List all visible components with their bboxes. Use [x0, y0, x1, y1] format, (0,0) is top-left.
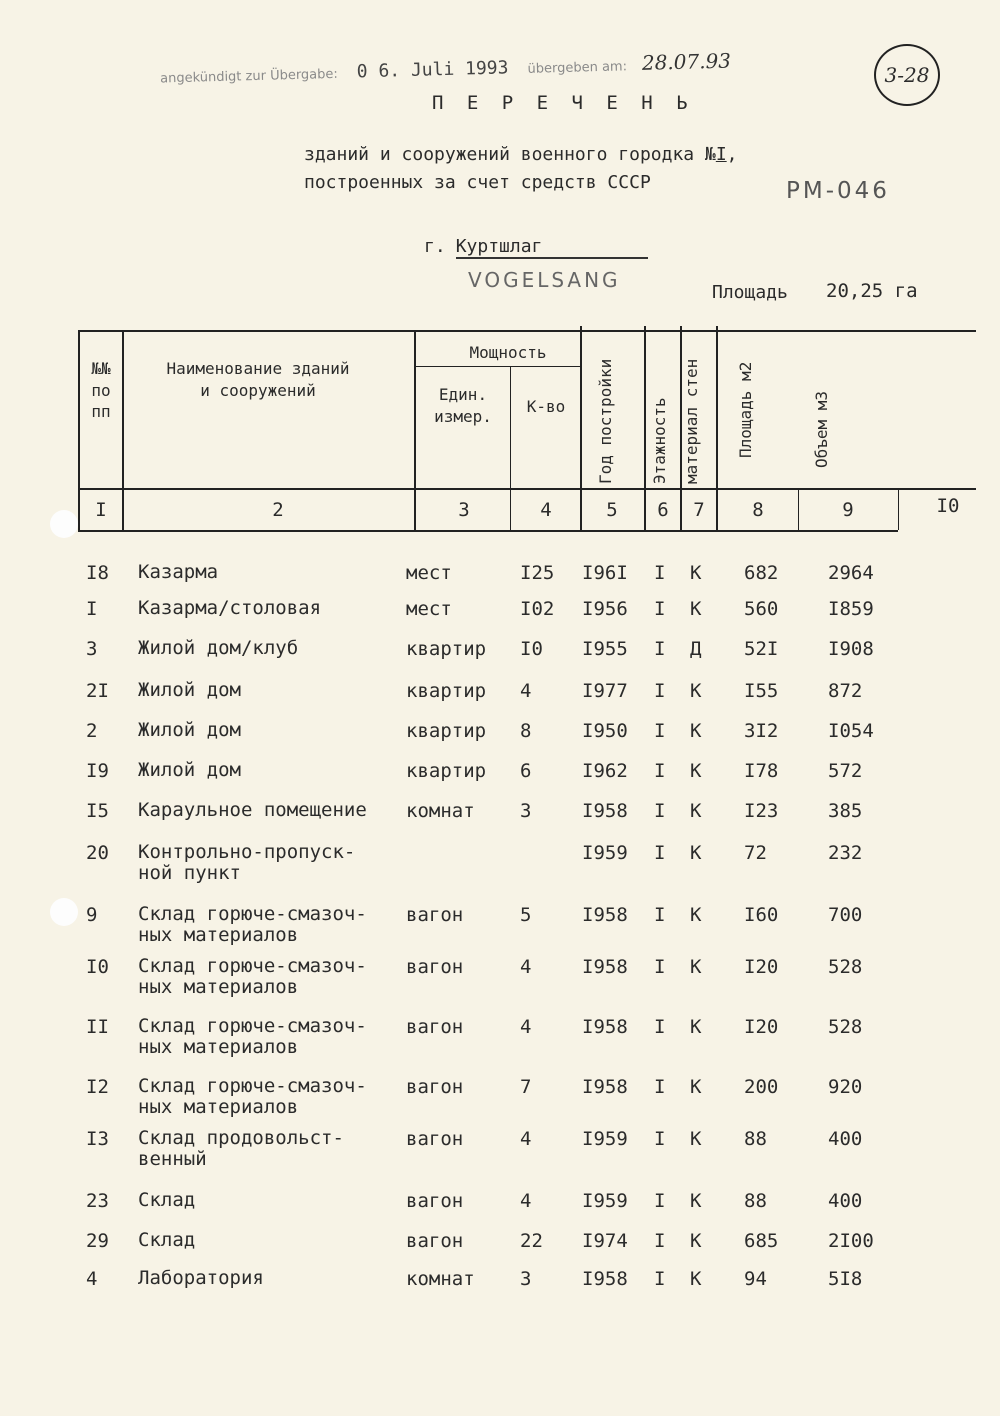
cell-year: I958	[582, 1268, 628, 1290]
cell-no: 2	[86, 720, 98, 742]
cell-qty: I25	[520, 562, 555, 584]
cell-c6: I	[654, 760, 666, 782]
announced-date: 0 6. Juli 1993	[356, 57, 509, 83]
cell-qty: 3	[520, 800, 532, 822]
cell-name: Контрольно-пропуск- ной пункт	[138, 841, 356, 884]
cell-year: I962	[582, 760, 628, 782]
cell-year: I958	[582, 956, 628, 978]
cell-year: I955	[582, 638, 628, 660]
colnum: 9	[842, 499, 854, 521]
vline	[78, 330, 80, 530]
cell-c7: К	[690, 1230, 702, 1252]
cell-no: 29	[86, 1230, 109, 1252]
colnum: I	[95, 499, 107, 521]
cell-unit: вагон	[406, 1190, 464, 1212]
cell-no: 9	[86, 904, 98, 926]
cell-year: I959	[582, 1128, 628, 1150]
cell-year: I958	[582, 1076, 628, 1098]
cell-c7: К	[690, 680, 702, 702]
document-title: П Е Р Е Ч Е Н Ь	[432, 92, 694, 114]
cell-qty: I02	[520, 598, 555, 620]
cell-unit: мест	[406, 598, 452, 620]
cell-c7: К	[690, 598, 702, 620]
cell-year: I977	[582, 680, 628, 702]
subtitle-prefix: зданий и сооружений военного городка №	[304, 144, 716, 165]
cell-qty: 22	[520, 1230, 543, 1252]
cell-no: 2I	[86, 680, 109, 702]
area-label: Площадь	[712, 282, 788, 303]
cell-area: I55	[744, 680, 779, 702]
city-line	[424, 236, 648, 259]
colnum: 7	[693, 499, 705, 521]
cell-volume: 400	[828, 1190, 863, 1212]
cell-name: Склад	[138, 1229, 196, 1251]
colnum: I0	[936, 495, 960, 517]
cell-qty: 4	[520, 1016, 532, 1038]
cell-c6: I	[654, 842, 666, 864]
cell-volume: 528	[828, 1016, 863, 1038]
cell-qty: I0	[520, 638, 543, 660]
cell-name: Склад	[138, 1189, 196, 1211]
cell-no: 4	[86, 1268, 98, 1290]
table-header	[78, 318, 976, 530]
cell-area: I78	[744, 760, 779, 782]
header-name: Наименование зданий и сооружений	[166, 359, 350, 400]
handed-label: übergeben am:	[527, 59, 628, 77]
vline	[510, 366, 511, 530]
cell-unit: комнат	[406, 1268, 475, 1290]
cell-unit: вагон	[406, 1076, 464, 1098]
cell-area: I20	[744, 956, 779, 978]
cell-unit: мест	[406, 562, 452, 584]
cell-year: I958	[582, 904, 628, 926]
cell-c7: К	[690, 904, 702, 926]
cell-name: Склад горюче-смазоч- ных материалов	[138, 955, 367, 998]
cell-c6: I	[654, 1076, 666, 1098]
cell-no: I0	[86, 956, 109, 978]
cell-c6: I	[654, 1128, 666, 1150]
handed-date: 28.07.93	[641, 48, 732, 75]
cell-year: I958	[582, 1016, 628, 1038]
cell-c7: К	[690, 1076, 702, 1098]
header-bottom-line	[78, 530, 898, 532]
header-mid-line	[78, 488, 976, 490]
cell-unit: квартир	[406, 680, 487, 702]
cell-unit: вагон	[406, 1128, 464, 1150]
cell-volume: 528	[828, 956, 863, 978]
colnum: 6	[657, 499, 669, 521]
header-volume: Объем м3	[812, 390, 831, 468]
colnum: 2	[272, 499, 284, 521]
cell-name: Жилой дом/клуб	[138, 637, 299, 659]
cell-name: Склад продовольст- венный	[138, 1127, 344, 1170]
cell-qty: 4	[520, 1128, 532, 1150]
city-name: Куртшлаг	[456, 236, 648, 259]
cell-no: I	[86, 598, 98, 620]
cell-qty: 3	[520, 1268, 532, 1290]
cell-area: I20	[744, 1016, 779, 1038]
cell-c7: К	[690, 800, 702, 822]
cell-c6: I	[654, 598, 666, 620]
handwritten-code: PM-046	[786, 178, 890, 204]
cell-no: 3	[86, 638, 98, 660]
cell-area: 200	[744, 1076, 779, 1098]
vline	[716, 326, 718, 530]
cell-no: 20	[86, 842, 109, 864]
corner-mark-text: 3-28	[884, 63, 930, 87]
cell-volume: 872	[828, 680, 863, 702]
vline	[798, 488, 799, 530]
vline	[414, 330, 416, 530]
capacity-divider	[415, 366, 580, 367]
city-handwritten: VOGELSANG	[468, 268, 621, 292]
cell-c7: К	[690, 720, 702, 742]
vline	[898, 488, 899, 530]
subtitle-line-1: зданий и сооружений военного городка №I,	[304, 144, 738, 165]
announced-label: angekündigt zur Übergabe:	[159, 66, 339, 87]
cell-qty: 7	[520, 1076, 532, 1098]
transfer-stamp	[160, 49, 731, 88]
cell-unit: комнат	[406, 800, 475, 822]
cell-no: I3	[86, 1128, 109, 1150]
cell-area: 72	[744, 842, 767, 864]
cell-qty: 6	[520, 760, 532, 782]
cell-c7: К	[690, 760, 702, 782]
cell-volume: I054	[828, 720, 874, 742]
cell-c6: I	[654, 638, 666, 660]
cell-no: II	[86, 1016, 109, 1038]
cell-c6: I	[654, 800, 666, 822]
cell-name: Жилой дом	[138, 759, 241, 781]
subtitle-line-2: построенных за счет средств СССР	[304, 172, 651, 193]
cell-no: I8	[86, 562, 109, 584]
cell-year: I950	[582, 720, 628, 742]
colnum: 8	[752, 499, 764, 521]
cell-unit: вагон	[406, 904, 464, 926]
cell-name: Караульное помещение	[138, 799, 367, 821]
cell-area: 685	[744, 1230, 779, 1252]
header-capacity: Мощность	[469, 343, 547, 362]
cell-c7: Д	[690, 638, 702, 660]
cell-name: Склад горюче-смазоч- ных материалов	[138, 1015, 367, 1058]
cell-volume: 2I00	[828, 1230, 874, 1252]
cell-year: I958	[582, 800, 628, 822]
cell-year: I959	[582, 1190, 628, 1212]
header-year: Год постройки	[596, 358, 615, 484]
cell-name: Жилой дом	[138, 679, 241, 701]
cell-unit: вагон	[406, 956, 464, 978]
header-top-line	[78, 330, 976, 332]
cell-volume: 5I8	[828, 1268, 863, 1290]
cell-c7: К	[690, 562, 702, 584]
cell-name: Казарма	[138, 561, 219, 583]
cell-c6: I	[654, 1190, 666, 1212]
cell-area: I60	[744, 904, 779, 926]
cell-volume: I908	[828, 638, 874, 660]
cell-unit: квартир	[406, 720, 487, 742]
cell-qty: 4	[520, 1190, 532, 1212]
cell-unit: вагон	[406, 1230, 464, 1252]
cell-c6: I	[654, 680, 666, 702]
header-wall-material: материал стен	[682, 358, 701, 484]
cell-c7: К	[690, 1190, 702, 1212]
cell-c7: К	[690, 1268, 702, 1290]
header-no: №№ по пп	[91, 359, 111, 422]
header-floors: Этажность	[650, 397, 669, 484]
vline	[580, 326, 582, 530]
cell-unit: квартир	[406, 760, 487, 782]
cell-volume: 232	[828, 842, 863, 864]
cell-qty: 8	[520, 720, 532, 742]
cell-name: Склад горюче-смазоч- ных материалов	[138, 1075, 367, 1118]
cell-year: I96I	[582, 562, 628, 584]
city-prefix: г.	[424, 236, 446, 257]
subtitle-number: I	[715, 144, 727, 165]
cell-name: Жилой дом	[138, 719, 241, 741]
cell-year: I959	[582, 842, 628, 864]
corner-mark	[874, 44, 940, 106]
cell-area: 94	[744, 1268, 767, 1290]
cell-volume: 700	[828, 904, 863, 926]
colnum: 3	[458, 499, 470, 521]
cell-c7: К	[690, 956, 702, 978]
header-unit: Един. измер.	[434, 385, 492, 426]
cell-area: 560	[744, 598, 779, 620]
cell-c6: I	[654, 1016, 666, 1038]
cell-volume: 385	[828, 800, 863, 822]
cell-qty: 4	[520, 680, 532, 702]
cell-area: 3I2	[744, 720, 779, 742]
colnum: 4	[540, 499, 552, 521]
cell-year: I974	[582, 1230, 628, 1252]
cell-volume: 572	[828, 760, 863, 782]
cell-c6: I	[654, 956, 666, 978]
cell-area: 682	[744, 562, 779, 584]
cell-name: Склад горюче-смазоч- ных материалов	[138, 903, 367, 946]
cell-no: I9	[86, 760, 109, 782]
cell-no: I5	[86, 800, 109, 822]
cell-volume: 2964	[828, 562, 874, 584]
cell-c7: К	[690, 1128, 702, 1150]
header-area: Площадь м2	[736, 361, 755, 458]
cell-qty: 5	[520, 904, 532, 926]
cell-year: I956	[582, 598, 628, 620]
cell-c6: I	[654, 904, 666, 926]
cell-name: Казарма/столовая	[138, 597, 322, 619]
header-qty: К-во	[526, 397, 566, 416]
cell-c6: I	[654, 1268, 666, 1290]
colnum: 5	[606, 499, 618, 521]
cell-volume: I859	[828, 598, 874, 620]
cell-volume: 920	[828, 1076, 863, 1098]
area-value: 20,25 га	[826, 280, 918, 302]
cell-area: 88	[744, 1190, 767, 1212]
vline	[122, 330, 124, 530]
cell-area: I23	[744, 800, 779, 822]
cell-unit: вагон	[406, 1016, 464, 1038]
punch-hole	[50, 510, 78, 538]
cell-no: I2	[86, 1076, 109, 1098]
cell-qty: 4	[520, 956, 532, 978]
cell-volume: 400	[828, 1128, 863, 1150]
cell-c7: К	[690, 842, 702, 864]
cell-c6: I	[654, 720, 666, 742]
cell-c6: I	[654, 1230, 666, 1252]
cell-c7: К	[690, 1016, 702, 1038]
cell-no: 23	[86, 1190, 109, 1212]
cell-area: 52I	[744, 638, 779, 660]
cell-c6: I	[654, 562, 666, 584]
cell-unit: квартир	[406, 638, 487, 660]
cell-area: 88	[744, 1128, 767, 1150]
cell-name: Лаборатория	[138, 1267, 264, 1289]
punch-hole	[50, 898, 78, 926]
